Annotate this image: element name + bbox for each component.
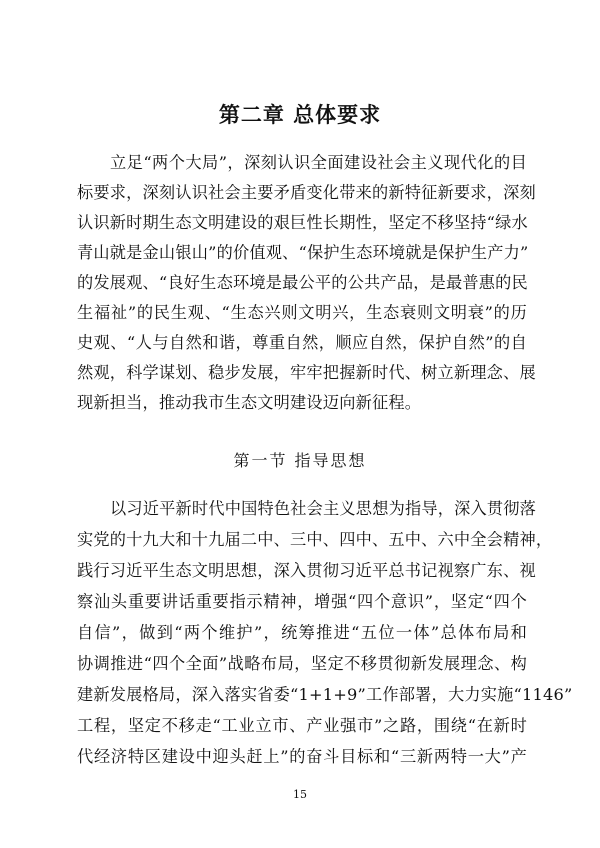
- paragraph-line: 现新担当，推动我市生态文明建设迈向新征程。: [77, 393, 422, 412]
- paragraph-line: 工程，坚定不移走“工业立市、产业强市”之路，围绕“在新时: [77, 716, 527, 735]
- paragraph-line: 史观、“人与自然和谐，尊重自然，顺应自然，保护自然”的自: [77, 333, 527, 352]
- paragraph-line: 认识新时期生态文明建设的艰巨性长期性，坚定不移坚持“绿水: [77, 213, 528, 232]
- paragraph-line: 青山就是金山银山”的价值观、“保护生态环境就是保护生产力”: [77, 243, 529, 262]
- page-number: 15: [293, 788, 307, 801]
- paragraph-line: 立足“两个大局”，深刻认识全面建设社会主义现代化的目: [110, 153, 527, 172]
- paragraph-line: 察汕头重要讲话重要指示精神，增强“四个意识”，坚定“四个: [77, 592, 527, 611]
- paragraph-line: 自信”，做到“两个维护”，统筹推进“五位一体”总体布局和: [77, 623, 527, 642]
- paragraph-line: 生福祉”的民生观、“生态兴则文明兴，生态衰则文明衰”的历: [77, 303, 527, 322]
- paragraph-line: 代经济特区建设中迎头赶上”的奋斗目标和“三新两特一大”产: [77, 747, 527, 766]
- paragraph-line: 实党的十九大和十九届二中、三中、四中、五中、六中全会精神，: [77, 530, 553, 549]
- paragraph-line: 标要求，深刻认识社会主要矛盾变化带来的新特征新要求，深刻: [77, 183, 536, 202]
- paragraph-line: 的发展观、“良好生态环境是最公平的公共产品，是最普惠的民: [77, 273, 528, 292]
- paragraph-line: 践行习近平生态文明思想，深入贯彻习近平总书记视察广东、视: [77, 561, 536, 580]
- paragraph-line: 以习近平新时代中国特色社会主义思想为指导，深入贯彻落: [110, 499, 537, 518]
- section-title: 第一节 指导思想: [233, 451, 367, 470]
- paragraph-line: 协调推进“四个全面”战略布局，坚定不移贯彻新发展理念、构: [77, 654, 527, 673]
- chapter-title: 第二章 总体要求: [218, 103, 382, 127]
- paragraph-line: 建新发展格局，深入落实省委“1+1+9”工作部署，大力实施“1146”: [77, 685, 573, 704]
- paragraph-line: 然观，科学谋划、稳步发展，牢牢把握新时代、树立新理念、展: [77, 363, 536, 382]
